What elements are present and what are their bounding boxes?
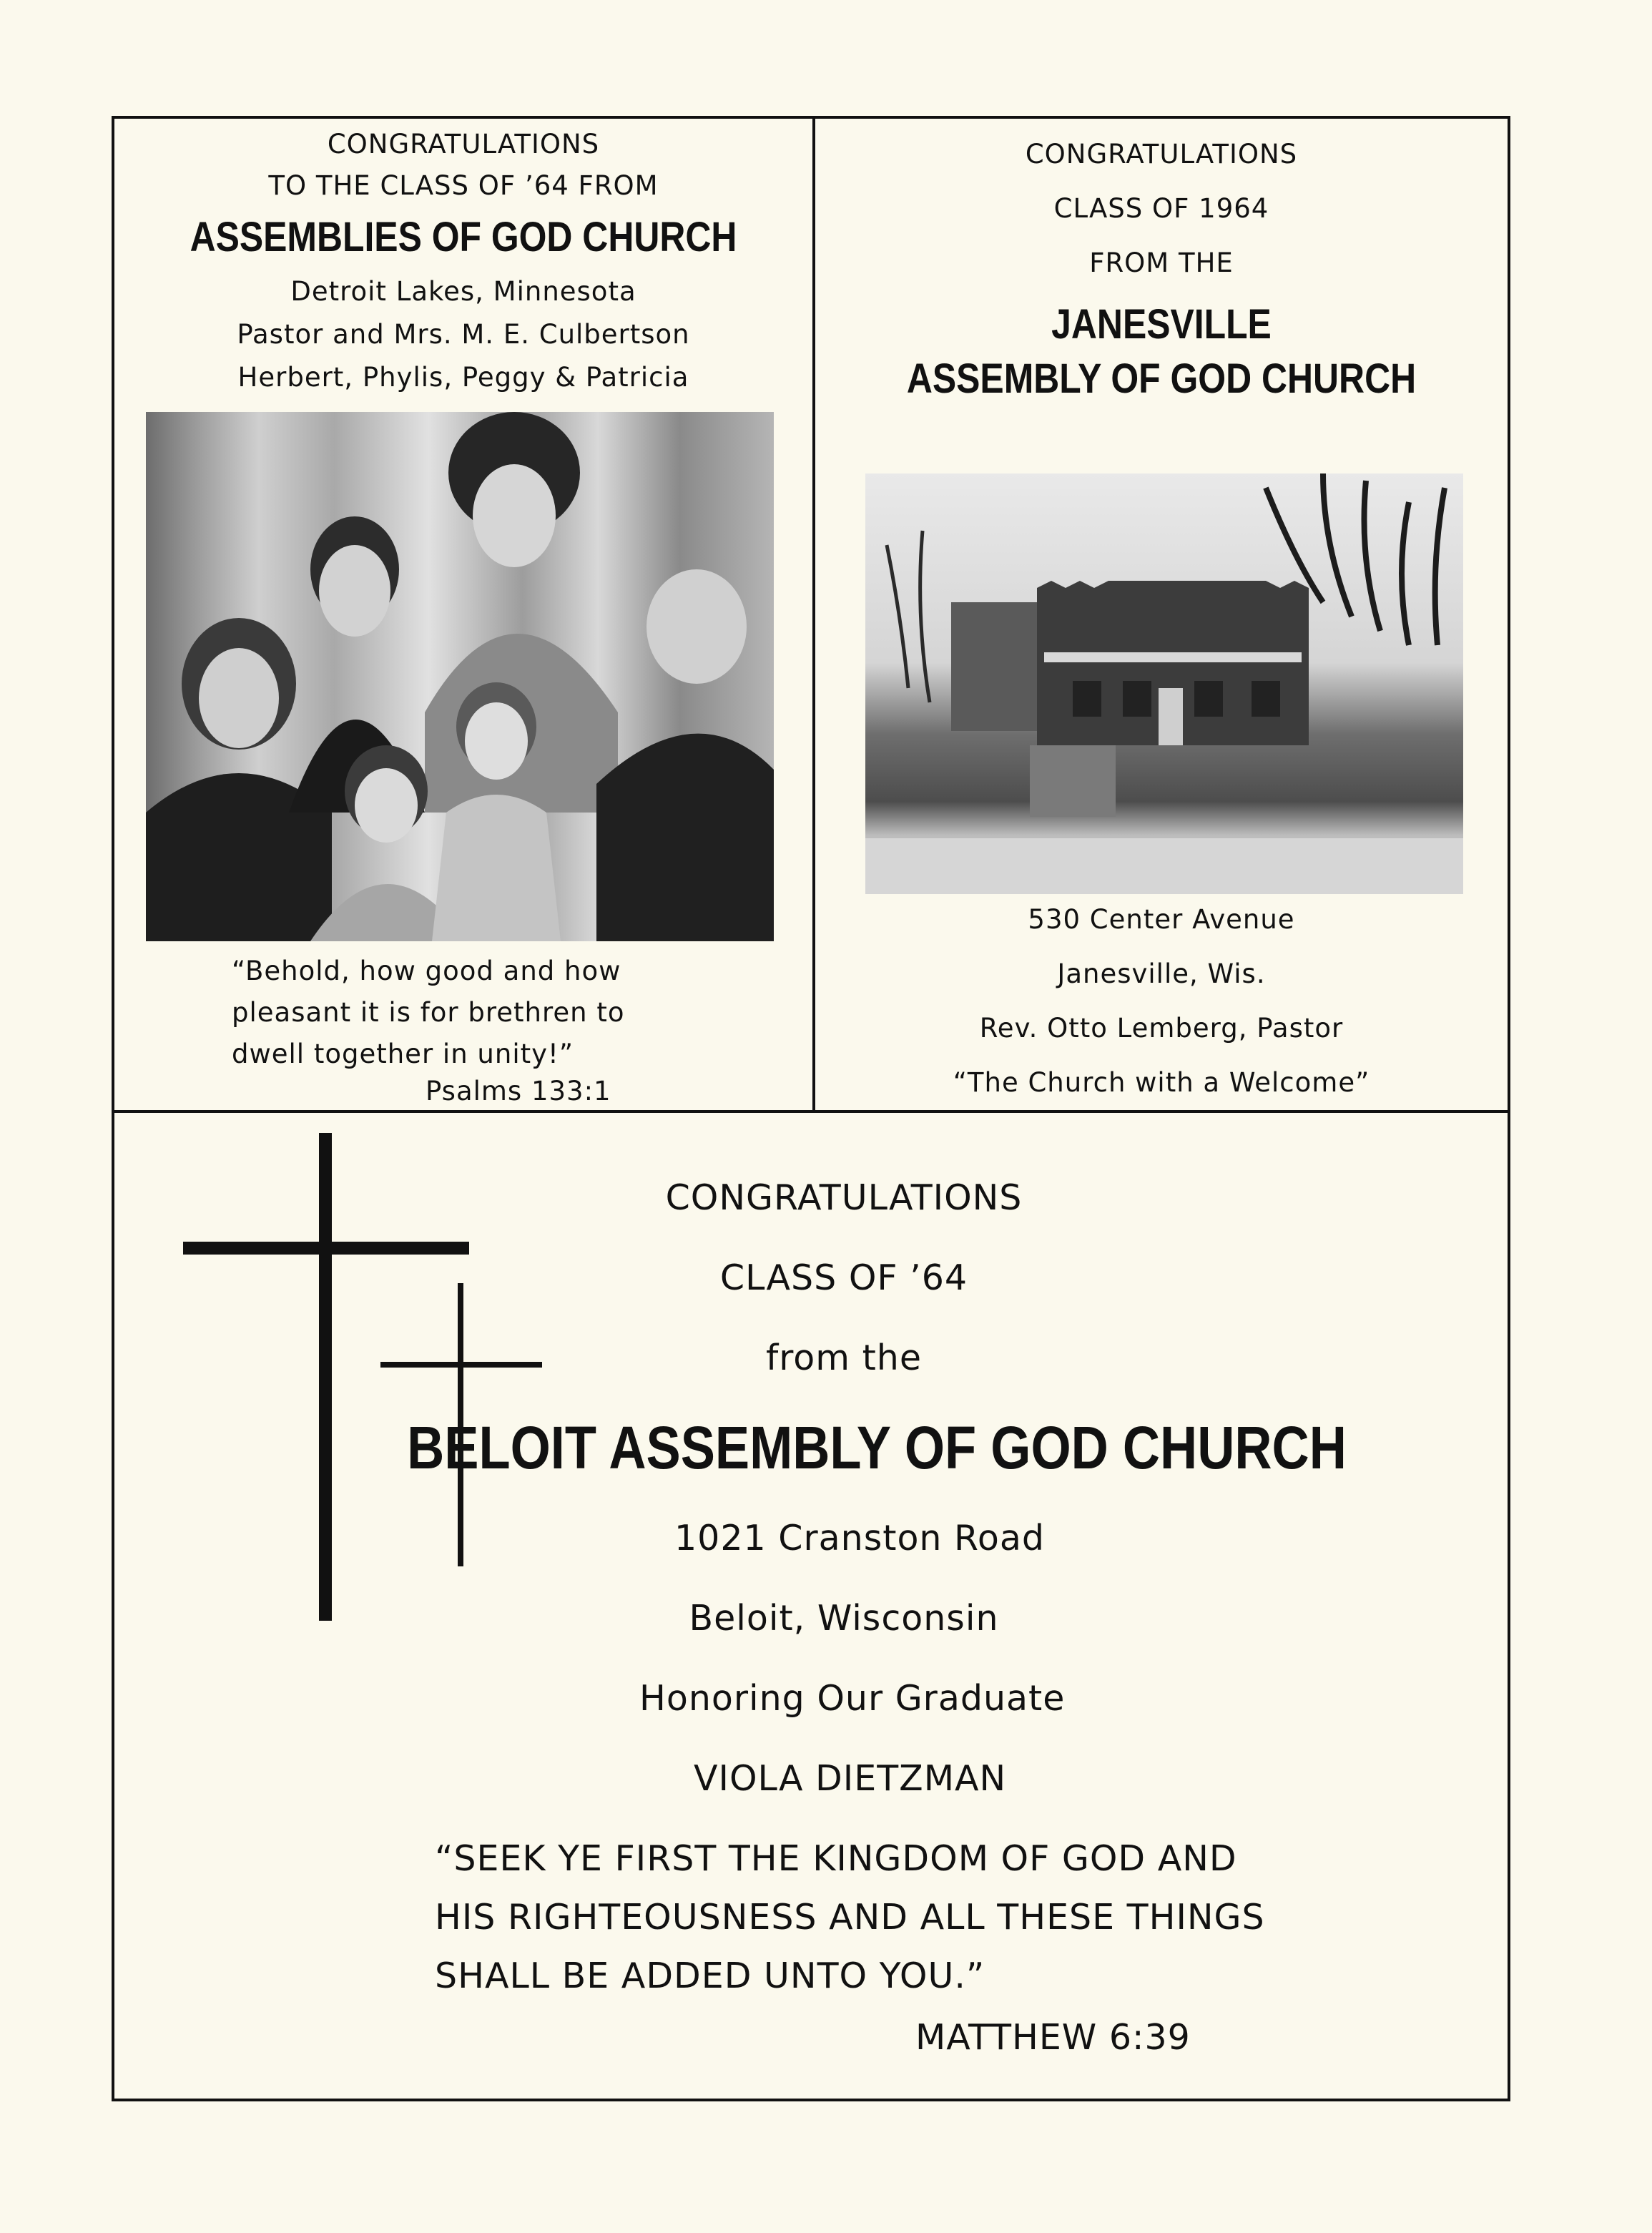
- address: 1021 Cranston Road: [674, 1518, 1046, 1559]
- verse-line-1: “SEEK YE FIRST THE KINGDOM OF GOD AND: [435, 1838, 1237, 1879]
- family-photo: [146, 412, 774, 941]
- verse-line-3: SHALL BE ADDED UNTO YOU.”: [435, 1955, 985, 1996]
- location: Detroit Lakes, Minnesota: [290, 276, 636, 307]
- honoring-text: Honoring Our Graduate: [639, 1678, 1066, 1719]
- congrats-line: CONGRATULATIONS: [665, 1177, 1023, 1218]
- city: Beloit, Wisconsin: [689, 1598, 999, 1639]
- quote-line-3: dwell together in unity!”: [232, 1039, 574, 1069]
- church-building-illustration: [865, 473, 1463, 894]
- class-line: CLASS OF 1964: [1053, 193, 1269, 224]
- church-name: BELOIT ASSEMBLY OF GOD CHURCH: [407, 1414, 1347, 1481]
- class-line: CLASS OF ’64: [719, 1257, 968, 1298]
- verse-reference: MATTHEW 6:39: [915, 2017, 1191, 2058]
- family-portrait-illustration: [146, 412, 774, 941]
- from-the-line: FROM THE: [1089, 247, 1234, 278]
- large-cross-vertical: [319, 1133, 332, 1621]
- congrats-line: CONGRATULATIONS: [327, 129, 600, 160]
- church-name: ASSEMBLIES OF GOD CHURCH: [190, 214, 737, 260]
- large-cross-horizontal: [183, 1242, 469, 1255]
- church-name-line-1: JANESVILLE: [1051, 301, 1272, 348]
- from-the-line: from the: [765, 1338, 923, 1378]
- ad-assemblies-of-god-detroit-lakes: [114, 119, 815, 1110]
- church-motto: “The Church with a Welcome”: [953, 1067, 1370, 1098]
- ad-beloit-assembly-of-god: [114, 1110, 1508, 2099]
- page-frame: [112, 116, 1510, 2101]
- small-cross-horizontal: [380, 1362, 542, 1368]
- pastor: Rev. Otto Lemberg, Pastor: [979, 1013, 1344, 1044]
- quote-line-1: “Behold, how good and how: [232, 956, 621, 986]
- family-names: Herbert, Phylis, Peggy & Patricia: [237, 362, 689, 393]
- quote-line-2: pleasant it is for brethren to: [232, 997, 625, 1028]
- verse-line-2: HIS RIGHTEOUSNESS AND ALL THESE THINGS: [435, 1897, 1265, 1938]
- church-building-photo: [865, 473, 1463, 894]
- class-line: TO THE CLASS OF ’64 FROM: [268, 170, 659, 201]
- graduate-name: VIOLA DIETZMAN: [694, 1758, 1007, 1799]
- congrats-line: CONGRATULATIONS: [1025, 139, 1298, 170]
- church-name-line-2: ASSEMBLY OF GOD CHURCH: [906, 355, 1417, 402]
- address: 530 Center Avenue: [1028, 904, 1295, 935]
- city: Janesville, Wis.: [1057, 958, 1266, 989]
- quote-reference: Psalms 133:1: [426, 1076, 611, 1106]
- pastor: Pastor and Mrs. M. E. Culbertson: [237, 319, 690, 350]
- ad-janesville-assembly-of-god: [815, 119, 1508, 1110]
